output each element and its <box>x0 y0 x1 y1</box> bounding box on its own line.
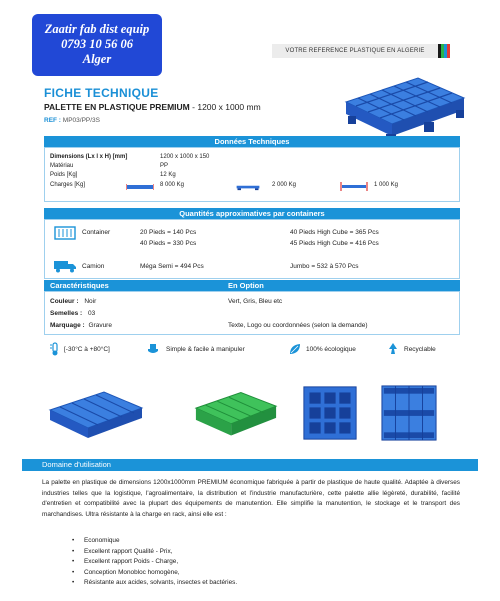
recycle-icon <box>386 342 400 356</box>
semelles-label: Semelles : <box>50 310 83 317</box>
couleur-label: Couleur : <box>50 298 79 305</box>
pallet-static-icon <box>234 184 262 191</box>
thermometer-icon <box>48 342 62 356</box>
domaine-paragraph: La palette en plastique de dimensions 1200x1000mm PREMIUM économique fabriquée à partir de plastique de haute qualité. Adaptée à diverses industries telles que la logistique, l'agroalimentaire, la distribution et l'industrie manufacturière, cette palette allie légèreté, durabilité, facilité d'entretien et compatibilité avec la plupart des équipements de manutention. Elle simplifie la manutention, le stockage et le transport des marchandises. Ultra résistante à la charge en rack, ainsi elle est : <box>42 479 460 518</box>
quantites-heading: Quantités approximatives par containers <box>44 208 460 219</box>
container-label: Container <box>82 229 111 236</box>
semelles-value: 03 <box>87 310 96 317</box>
domaine-heading: Domaine d'utilisation <box>42 460 111 469</box>
spec-label-charges: Charges [Kg] <box>50 182 86 188</box>
sticker-company: Zaatir fab dist equip <box>44 22 150 36</box>
camion-jumbo: Jumbo = 532 à 570 Pcs <box>290 263 359 270</box>
list-item: • Excellent rapport Qualité - Prix, <box>72 547 237 558</box>
option-heading: En Option <box>222 280 460 291</box>
feature-handling: Simple & facile à manipuler <box>166 346 245 353</box>
quantites-box <box>44 219 460 279</box>
spec-value-dimensions: 1200 x 1000 x 150 <box>160 154 210 160</box>
donnees-heading: Données Techniques <box>44 136 460 147</box>
page-title: FICHE TECHNIQUE <box>44 86 159 100</box>
pallet-thumb-green <box>192 384 280 444</box>
list-item: • Conception Monobloc homogène, <box>72 568 237 579</box>
pallet-thumb-blue-angle <box>46 384 146 444</box>
pallet-thumb-bottom <box>380 384 438 442</box>
spec-label-poids: Poids [Kg] <box>50 172 78 178</box>
hand-icon <box>146 342 160 356</box>
ref-label: REF : <box>44 117 61 124</box>
list-item: • Excellent rapport Poids - Charge, <box>72 557 237 568</box>
caracteristiques-heading: Caractéristiques <box>44 280 222 291</box>
pallet-thumb-top <box>302 384 358 442</box>
couleur-value: Noir <box>84 298 97 305</box>
contact-sticker <box>32 14 162 76</box>
charge-rack: 1 000 Kg <box>374 182 399 188</box>
feature-recyclable: Recyclable <box>404 346 436 353</box>
charge-static: 2 000 Kg <box>272 182 297 188</box>
semelles-line <box>50 310 95 317</box>
feature-ecologique: 100% écologique <box>306 346 356 353</box>
option-couleur: Vert, Gris, Bleu etc <box>228 298 283 305</box>
container-icon <box>54 226 76 240</box>
camion-mega: Méga Semi = 494 Pcs <box>140 263 204 270</box>
marquage-line <box>50 322 112 329</box>
forklift-icon <box>340 182 368 192</box>
spec-label-materiau: Matériau <box>50 163 74 169</box>
list-item: • Résistante aux acides, solvants, insectes et bactéries. <box>72 578 237 589</box>
spec-value-poids: 12 Kg <box>160 172 176 178</box>
container-45hc: 45 Pieds High Cube = 416 Pcs <box>290 240 379 247</box>
feature-temperature: [-30°C à +80°C] <box>64 346 110 353</box>
rack-icon <box>126 183 154 191</box>
marquage-label: Marquage : <box>50 322 85 329</box>
option-marquage: Texte, Logo ou coordonnées (selon la demande) <box>228 322 368 329</box>
eco-icon <box>288 342 302 356</box>
container-40hc: 40 Pieds High Cube = 365 Pcs <box>290 229 379 236</box>
reference-banner: VOTRE REFERENCE PLASTIQUE EN ALGERIE <box>272 44 438 58</box>
camion-label: Camion <box>82 263 105 270</box>
product-name: PALETTE EN PLASTIQUE PREMIUM <box>44 102 190 112</box>
brand-color-strip <box>438 44 454 58</box>
marquage-value: Gravure <box>88 322 112 329</box>
truck-icon <box>53 259 77 273</box>
container-20: 20 Pieds = 140 Pcs <box>140 229 197 236</box>
spec-value-materiau: PP <box>160 163 169 169</box>
domaine-bullets <box>72 536 237 589</box>
container-40: 40 Pieds = 330 Pcs <box>140 240 197 247</box>
charge-dynamic: 8 000 Kg <box>160 182 185 188</box>
sticker-phone: 0793 10 56 06 <box>61 37 133 51</box>
couleur-line <box>50 298 96 305</box>
ref-value: MP03/PP/3S <box>62 117 101 124</box>
list-item: • Economique <box>72 536 237 547</box>
product-subtitle <box>44 102 261 112</box>
spec-label-dimensions: Dimensions (Lx l x H) [mm] <box>50 154 128 160</box>
product-reference <box>44 117 100 124</box>
product-dimensions: - 1200 x 1000 mm <box>192 102 261 112</box>
sticker-city: Alger <box>82 52 112 66</box>
